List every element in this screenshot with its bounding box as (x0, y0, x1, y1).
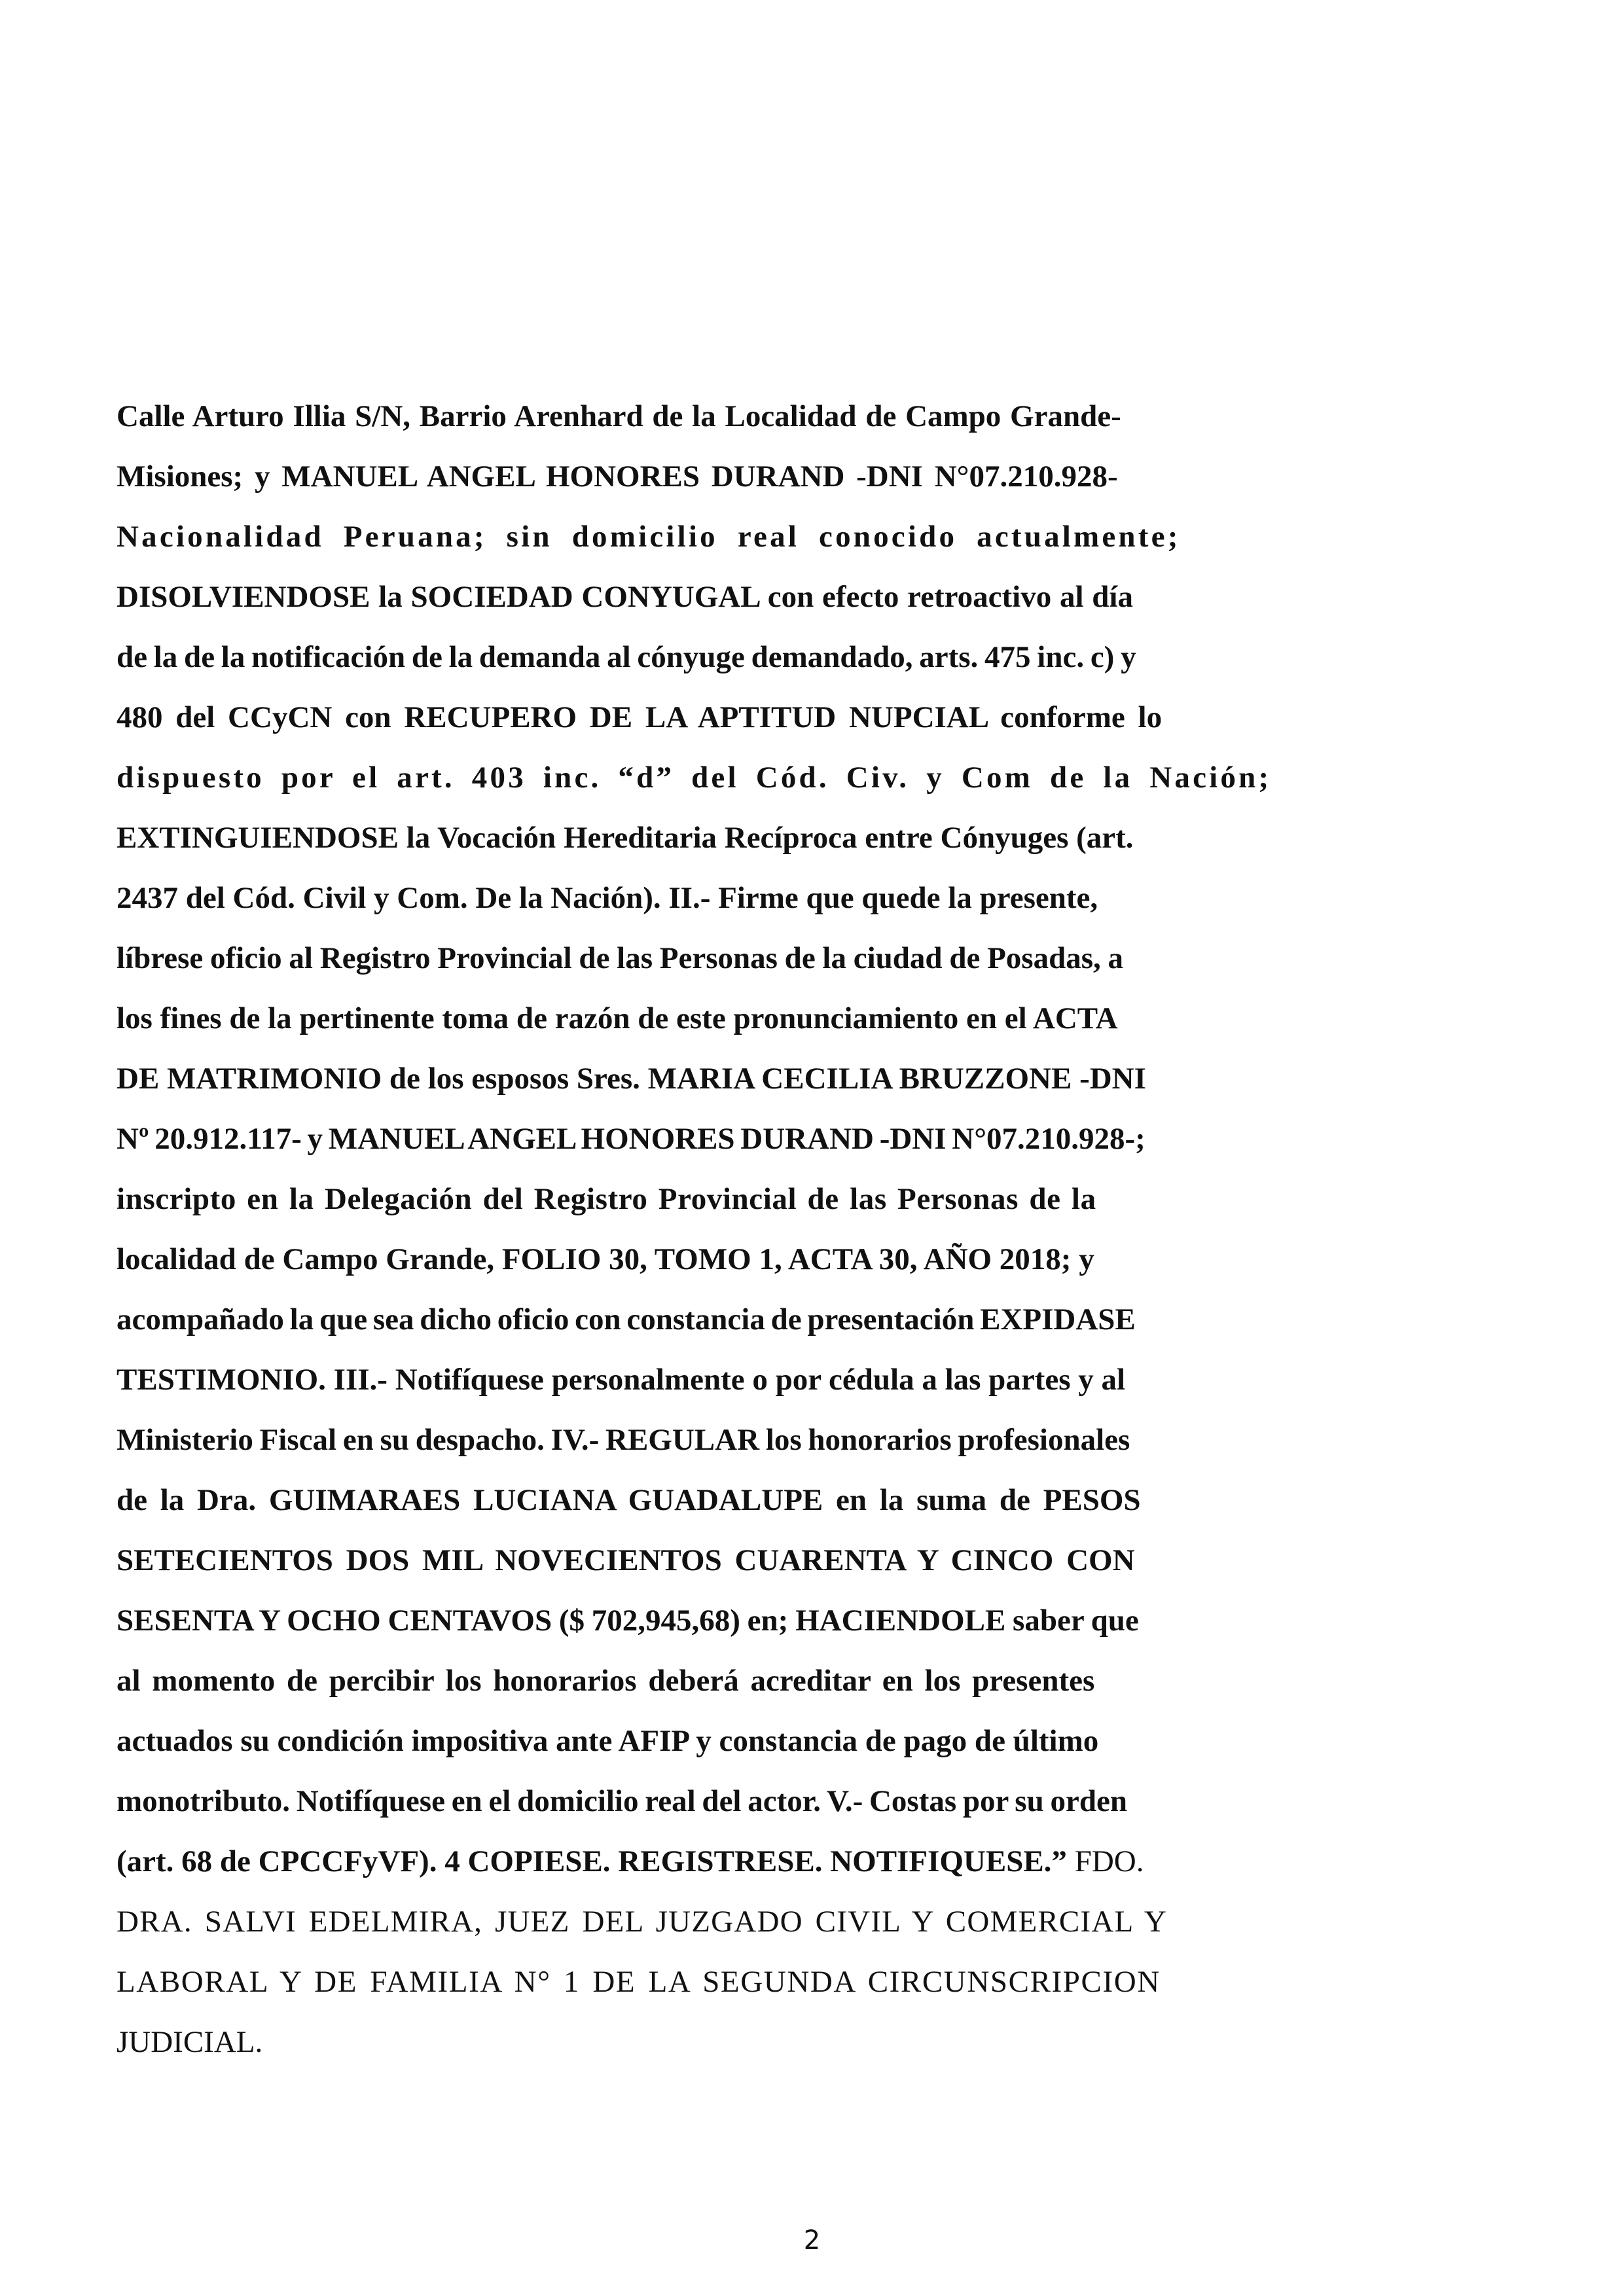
text-line: Nº 20.912.117- y MANUEL ANGEL HONORES DURAND -DNI N°07.210.928-; (117, 1122, 1146, 1156)
text-line: acompañado la que sea dicho oficio con constancia de presentación EXPIDASE (117, 1302, 1136, 1336)
signature-intro: FDO. (1066, 1844, 1144, 1878)
text-line: de la Dra. GUIMARAES LUCIANA GUADALUPE en la suma de PESOS (117, 1483, 1141, 1517)
text-line: al momento de percibir los honorarios deberá acreditar en los presentes (117, 1664, 1095, 1698)
text-line: localidad de Campo Grande, FOLIO 30, TOMO 1, ACTA 30, AÑO 2018; y (117, 1242, 1094, 1276)
text-line: de la de la notificación de la demanda al cónyuge demandado, arts. 475 inc. c) y (117, 640, 1136, 674)
text-line: 480 del CCyCN con RECUPERO DE LA APTITUD NUPCIAL conforme lo (117, 700, 1163, 734)
body-text (117, 386, 1272, 2072)
text-line: actuados su condición impositiva ante AFIP y constancia de pago de último (117, 1724, 1099, 1758)
text-line: JUDICIAL. (117, 2025, 263, 2059)
text-line: EXTINGUIENDOSE la Vocación Hereditaria Recíproca entre Cónyuges (art. (117, 821, 1134, 855)
text-line: dispuesto por el art. 403 inc. “d” del Cód. Civ. y Com de la Nación; (117, 761, 1272, 795)
text-line: 2437 del Cód. Civil y Com. De la Nación). II.- Firme que quede la presente, (117, 881, 1098, 915)
text-line: TESTIMONIO. III.- Notifíquese personalmente o por cédula a las partes y al (117, 1363, 1126, 1397)
text-line: DE MATRIMONIO de los esposos Sres. MARIA CECILIA BRUZZONE -DNI (117, 1062, 1146, 1096)
text-line: SETECIENTOS DOS MIL NOVECIENTOS CUARENTA Y CINCO CON (117, 1543, 1135, 1577)
text-line: DISOLVIENDOSE la SOCIEDAD CONYUGAL con efecto retroactivo al día (117, 580, 1133, 614)
text-line: LABORAL Y DE FAMILIA N° 1 DE LA SEGUNDA CIRCUNSCRIPCION (117, 1965, 1161, 1999)
text-line (117, 1831, 1245, 1892)
text-line: inscripto en la Delegación del Registro Provincial de las Personas de la (117, 1182, 1096, 1216)
text-line: Nacionalidad Peruana; sin domicilio real conocido actualmente; (117, 520, 1181, 554)
text-line: monotributo. Notifíquese en el domicilio real del actor. V.- Costas por su orden (117, 1784, 1127, 1818)
closing-clause: (art. 68 de CPCCFyVF). 4 COPIESE. REGISTRESE. NOTIFIQUESE.” (117, 1844, 1067, 1878)
text-line: Calle Arturo Illia S/N, Barrio Arenhard de la Localidad de Campo Grande- (117, 399, 1121, 433)
page-number: 2 (803, 2225, 821, 2255)
text-line: líbrese oficio al Registro Provincial de las Personas de la ciudad de Posadas, a (117, 941, 1123, 975)
text-line: los fines de la pertinente toma de razón de este pronunciamiento en el ACTA (117, 1001, 1118, 1035)
text-line: DRA. SALVI EDELMIRA, JUEZ DEL JUZGADO CIVIL Y COMERCIAL Y (117, 1905, 1167, 1939)
text-line: Ministerio Fiscal en su despacho. IV.- REGULAR los honorarios profesionales (117, 1423, 1130, 1457)
text-line: SESENTA Y OCHO CENTAVOS ($ 702,945,68) en; HACIENDOLE saber que (117, 1604, 1139, 1638)
text-line: Misiones; y MANUEL ANGEL HONORES DURAND -DNI N°07.210.928- (117, 459, 1118, 493)
